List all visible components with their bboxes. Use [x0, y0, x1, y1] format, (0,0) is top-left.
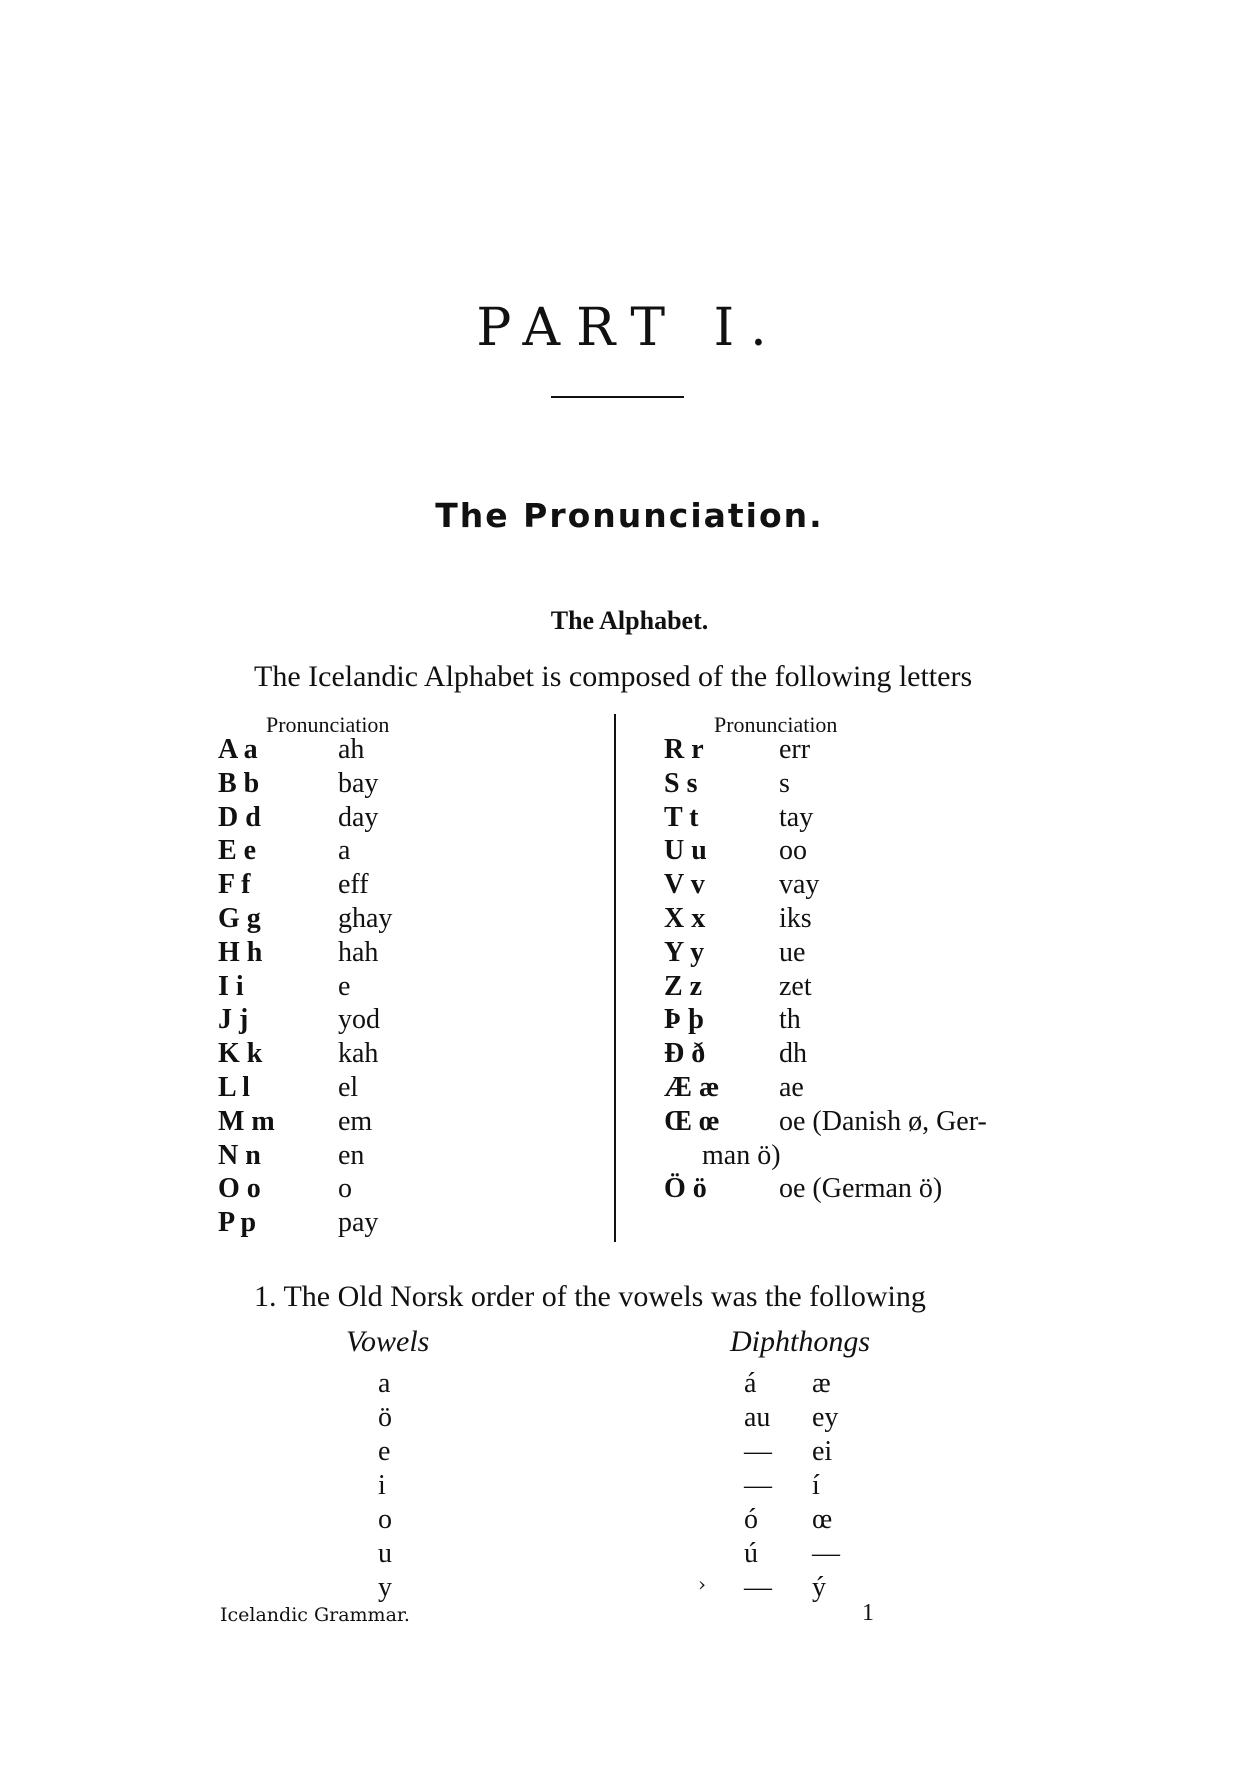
pronunciation: pay: [338, 1207, 379, 1239]
vowel-order-note: 1. The Old Norsk order of the vowels was the following: [254, 1280, 926, 1313]
alphabet-row: [664, 903, 1084, 937]
letter: U u: [664, 835, 707, 867]
vowel: i: [378, 1470, 386, 1501]
part-title: PART I.: [476, 298, 783, 358]
right-alphabet-table: [664, 734, 1084, 1207]
subsection-title: The Alphabet.: [550, 606, 709, 635]
diphthongs-header: Diphthongs: [730, 1325, 871, 1358]
pronunciation: day: [338, 801, 379, 833]
letter: N n: [218, 1139, 261, 1171]
diphthong: á: [744, 1368, 757, 1399]
pronunciation: oo: [779, 835, 807, 867]
footer-title: Icelandic Grammar.: [220, 1604, 410, 1626]
diphthong-list: [744, 1368, 884, 1606]
alphabet-row: [218, 971, 548, 1005]
diphthong: ey: [812, 1402, 839, 1433]
letter: J j: [218, 1004, 249, 1036]
pronunciation: oe (Danish ø, Ger-: [779, 1105, 987, 1137]
alphabet-row: [664, 971, 1084, 1005]
pronunciation: s: [779, 767, 790, 799]
diphthong-row: [744, 1504, 884, 1538]
pronunciation: iks: [779, 902, 812, 934]
alphabet-row: [664, 1004, 1084, 1038]
pronunciation: eff: [338, 869, 369, 901]
letter: I i: [218, 970, 244, 1002]
alphabet-row: [218, 1072, 548, 1106]
alphabet-row: [218, 768, 548, 802]
letter: T t: [664, 801, 699, 833]
letter: H h: [218, 936, 263, 968]
alphabet-row: [664, 802, 1084, 836]
diphthong: ei: [812, 1436, 833, 1467]
diphthong: —: [744, 1470, 772, 1501]
diphthong: —: [744, 1572, 772, 1603]
letter: V v: [664, 869, 705, 901]
alphabet-row: [664, 1140, 1084, 1174]
alphabet-row: [218, 835, 548, 869]
diphthong-row: [744, 1402, 884, 1436]
vowel: y: [378, 1572, 392, 1603]
letter: Æ æ: [664, 1071, 720, 1103]
alphabet-row: [664, 1106, 1084, 1140]
pronunciation: err: [779, 734, 811, 765]
diphthong: ó: [744, 1504, 758, 1535]
pronunciation: ah: [338, 734, 365, 765]
alphabet-row: [664, 1038, 1084, 1072]
letter: O o: [218, 1173, 261, 1205]
pronunciation: em: [338, 1105, 373, 1137]
letter: Y y: [664, 936, 705, 968]
diphthong: ú: [744, 1538, 758, 1569]
column-divider: [614, 714, 616, 1242]
alphabet-row: [218, 1004, 548, 1038]
letter: B b: [218, 767, 260, 799]
letter: S s: [664, 767, 698, 799]
letter: X x: [664, 902, 706, 934]
diphthong: —: [812, 1538, 840, 1569]
alphabet-row: [218, 734, 548, 768]
diphthong-row: [744, 1368, 884, 1402]
title-rule: [551, 396, 684, 398]
pronunciation: tay: [779, 801, 814, 833]
page-number: 1: [862, 1600, 874, 1626]
pronunciation: a: [338, 835, 351, 867]
vowel: e: [378, 1436, 391, 1467]
alphabet-row: [218, 1140, 548, 1174]
stray-mark: ›: [698, 1572, 706, 1596]
vowel: o: [378, 1504, 392, 1535]
letter: M m: [218, 1105, 275, 1137]
letter: R r: [664, 734, 704, 765]
diphthong-row: [744, 1538, 884, 1572]
alphabet-row: [218, 1207, 548, 1241]
letter: D d: [218, 801, 261, 833]
left-alphabet-table: [218, 734, 548, 1241]
diphthong-row: [744, 1470, 884, 1504]
alphabet-row: [664, 1072, 1084, 1106]
letter: K k: [218, 1038, 263, 1070]
pronunciation: ue: [779, 936, 806, 968]
alphabet-row: [664, 1173, 1084, 1207]
pronunciation: bay: [338, 767, 379, 799]
alphabet-row: [664, 734, 1084, 768]
diphthong: —: [744, 1436, 772, 1467]
diphthong: í: [812, 1470, 820, 1501]
diphthong: æ: [812, 1368, 831, 1399]
letter: L l: [218, 1071, 250, 1103]
letter: A a: [218, 734, 258, 765]
alphabet-row: [218, 802, 548, 836]
pronunciation: e: [338, 970, 351, 1002]
pronunciation: yod: [338, 1004, 380, 1036]
pronunciation-continued: man ö): [702, 1139, 781, 1171]
diphthong-row: [744, 1436, 884, 1470]
pronunciation: dh: [779, 1038, 807, 1070]
letter: Þ þ: [664, 1004, 704, 1036]
pronunciation: oe (German ö): [779, 1173, 943, 1205]
pronunciation: ghay: [338, 902, 393, 934]
alphabet-row: [218, 1038, 548, 1072]
alphabet-row: [664, 937, 1084, 971]
alphabet-row: [664, 768, 1084, 802]
pronunciation: el: [338, 1071, 359, 1103]
pronunciation: ae: [779, 1071, 804, 1103]
letter: Ð ð: [664, 1038, 706, 1070]
letter: Ö ö: [664, 1173, 707, 1205]
vowel: u: [378, 1538, 392, 1569]
diphthong: au: [744, 1402, 771, 1433]
alphabet-row: [664, 869, 1084, 903]
alphabet-row: [664, 835, 1084, 869]
letter: G g: [218, 902, 261, 934]
letter: Z z: [664, 970, 703, 1002]
diphthong: œ: [812, 1504, 833, 1535]
alphabet-row: [218, 1173, 548, 1207]
right-pronunciation-header: Pronunciation: [714, 712, 838, 737]
pronunciation: o: [338, 1173, 352, 1205]
vowel: a: [378, 1368, 391, 1399]
letter: F f: [218, 869, 251, 901]
alphabet-row: [218, 903, 548, 937]
pronunciation: en: [338, 1139, 365, 1171]
pronunciation: th: [779, 1004, 801, 1036]
pronunciation: zet: [779, 970, 812, 1002]
section-title: The Pronunciation.: [435, 496, 824, 535]
pronunciation: kah: [338, 1038, 379, 1070]
pronunciation: hah: [338, 936, 379, 968]
vowel: ö: [378, 1402, 392, 1433]
vowels-header: Vowels: [346, 1325, 430, 1358]
left-pronunciation-header: Pronunciation: [266, 712, 390, 737]
alphabet-row: [218, 937, 548, 971]
letter: E e: [218, 835, 257, 867]
alphabet-row: [218, 1106, 548, 1140]
vowel-list: [378, 1368, 418, 1606]
intro-text: The Icelandic Alphabet is composed of the following letters: [254, 660, 973, 693]
diphthong: ý: [812, 1572, 826, 1603]
pronunciation: vay: [779, 869, 820, 901]
alphabet-row: [218, 869, 548, 903]
letter: P p: [218, 1207, 257, 1239]
letter: Œ œ: [664, 1105, 720, 1137]
